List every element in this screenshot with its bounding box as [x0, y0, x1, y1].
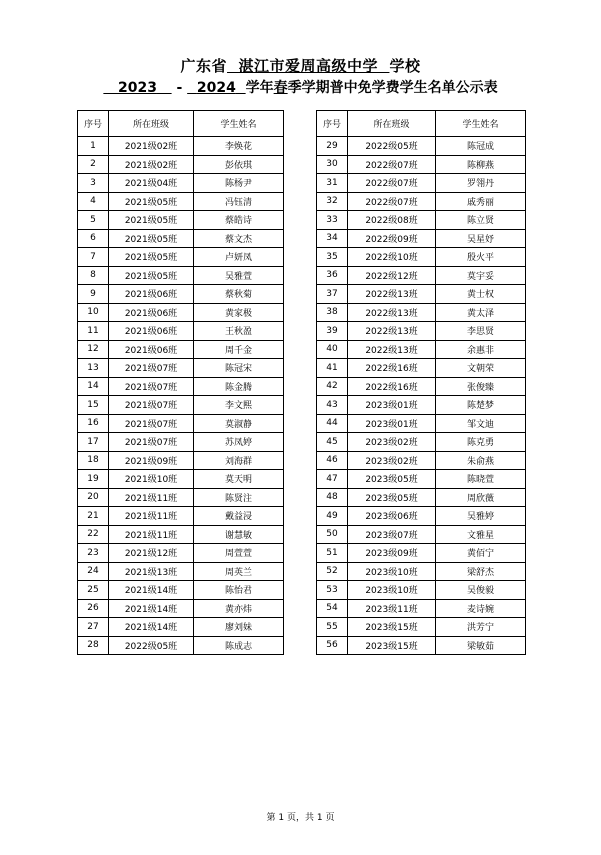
row-class: 2023级15班	[348, 618, 436, 637]
table-row	[317, 488, 526, 507]
row-class: 2021级11班	[109, 525, 194, 544]
table-header-row	[78, 111, 284, 137]
row-seq: 10	[78, 303, 109, 322]
row-seq: 37	[317, 285, 348, 304]
row-class: 2022级13班	[348, 340, 436, 359]
row-class: 2021级11班	[109, 507, 194, 526]
row-seq: 19	[78, 470, 109, 489]
row-student-name: 周欣薇	[436, 488, 526, 507]
row-seq: 48	[317, 488, 348, 507]
table-header-row	[317, 111, 526, 137]
row-class: 2021级06班	[109, 303, 194, 322]
header-seq: 序号	[317, 111, 348, 137]
row-class: 2023级05班	[348, 488, 436, 507]
row-class: 2023级06班	[348, 507, 436, 526]
table-row	[78, 488, 284, 507]
row-student-name: 戚秀丽	[436, 192, 526, 211]
table-row	[317, 340, 526, 359]
row-seq: 18	[78, 451, 109, 470]
row-seq: 51	[317, 544, 348, 563]
table-row	[317, 211, 526, 230]
row-class: 2021级07班	[109, 433, 194, 452]
table-row	[317, 174, 526, 193]
row-seq: 17	[78, 433, 109, 452]
row-class: 2021级07班	[109, 359, 194, 378]
row-student-name: 刘海群	[194, 451, 284, 470]
row-seq: 8	[78, 266, 109, 285]
row-class: 2022级13班	[348, 322, 436, 341]
row-seq: 46	[317, 451, 348, 470]
row-student-name: 蔡皓诗	[194, 211, 284, 230]
title-rest: 季学期普中免学费学生名单公示表	[287, 80, 498, 96]
row-student-name: 吴星妤	[436, 229, 526, 248]
row-seq: 22	[78, 525, 109, 544]
table-row	[317, 192, 526, 211]
student-table-left	[77, 110, 284, 655]
row-student-name: 麦诗婉	[436, 599, 526, 618]
row-class: 2022级13班	[348, 285, 436, 304]
row-student-name: 梁敏茹	[436, 636, 526, 655]
title-year-start-underlined	[103, 80, 171, 96]
table-row	[317, 266, 526, 285]
row-class: 2022级16班	[348, 359, 436, 378]
table-row	[78, 525, 284, 544]
row-class: 2022级13班	[348, 303, 436, 322]
table-row	[78, 137, 284, 156]
row-student-name: 黄士权	[436, 285, 526, 304]
table-row	[78, 544, 284, 563]
table-row	[78, 396, 284, 415]
table-row	[317, 137, 526, 156]
table-row	[78, 229, 284, 248]
title-season: 春	[273, 80, 288, 96]
row-student-name: 梁舒杰	[436, 562, 526, 581]
row-student-name: 文雅星	[436, 525, 526, 544]
row-class: 2021级07班	[109, 377, 194, 396]
table-row	[317, 507, 526, 526]
row-seq: 23	[78, 544, 109, 563]
row-student-name: 吴俊毅	[436, 581, 526, 600]
row-class: 2021级05班	[109, 266, 194, 285]
row-seq: 25	[78, 581, 109, 600]
row-student-name: 戴益浸	[194, 507, 284, 526]
student-table-right	[316, 110, 526, 655]
row-class: 2021级05班	[109, 248, 194, 267]
row-class: 2021级06班	[109, 285, 194, 304]
table-row	[317, 414, 526, 433]
table-row	[317, 396, 526, 415]
row-seq: 54	[317, 599, 348, 618]
row-class: 2023级02班	[348, 451, 436, 470]
row-student-name: 黄家极	[194, 303, 284, 322]
row-student-name: 吴雅萱	[194, 266, 284, 285]
row-student-name: 陈怡君	[194, 581, 284, 600]
row-seq: 11	[78, 322, 109, 341]
row-student-name: 文朝荣	[436, 359, 526, 378]
row-class: 2023级07班	[348, 525, 436, 544]
row-seq: 56	[317, 636, 348, 655]
row-student-name: 黄佰宁	[436, 544, 526, 563]
table-row	[78, 155, 284, 174]
row-class: 2021级11班	[109, 488, 194, 507]
row-seq: 34	[317, 229, 348, 248]
table-row	[317, 303, 526, 322]
row-class: 2022级07班	[348, 174, 436, 193]
title-year-end: 2024	[196, 80, 236, 96]
row-seq: 52	[317, 562, 348, 581]
row-class: 2023级11班	[348, 599, 436, 618]
row-class: 2023级10班	[348, 562, 436, 581]
row-student-name: 卢妍凤	[194, 248, 284, 267]
header-class: 所在班级	[348, 111, 436, 137]
row-student-name: 吴雅婷	[436, 507, 526, 526]
row-student-name: 周千金	[194, 340, 284, 359]
row-student-name: 陈柳燕	[436, 155, 526, 174]
row-class: 2023级10班	[348, 581, 436, 600]
row-class: 2021级09班	[109, 451, 194, 470]
table-row	[78, 618, 284, 637]
row-class: 2021级12班	[109, 544, 194, 563]
row-seq: 29	[317, 137, 348, 156]
row-class: 2021级05班	[109, 229, 194, 248]
table-row	[78, 340, 284, 359]
table-row	[317, 377, 526, 396]
row-student-name: 李焕花	[194, 137, 284, 156]
row-student-name: 陈立贤	[436, 211, 526, 230]
table-row	[78, 507, 284, 526]
row-class: 2022级16班	[348, 377, 436, 396]
row-seq: 7	[78, 248, 109, 267]
table-row	[78, 470, 284, 489]
row-student-name: 张俊臻	[436, 377, 526, 396]
document-title-line2	[0, 77, 601, 97]
row-class: 2021级10班	[109, 470, 194, 489]
row-student-name: 陈冠宋	[194, 359, 284, 378]
row-seq: 28	[78, 636, 109, 655]
header-seq: 序号	[78, 111, 109, 137]
row-class: 2021级04班	[109, 174, 194, 193]
table-row	[317, 581, 526, 600]
row-student-name: 冯钰清	[194, 192, 284, 211]
title-province: 广东省	[180, 57, 228, 75]
row-student-name: 殷火平	[436, 248, 526, 267]
row-student-name: 谢慧敏	[194, 525, 284, 544]
table-row	[78, 266, 284, 285]
row-student-name: 李文熙	[194, 396, 284, 415]
row-seq: 32	[317, 192, 348, 211]
row-class: 2023级05班	[348, 470, 436, 489]
table-row	[78, 303, 284, 322]
row-seq: 33	[317, 211, 348, 230]
row-class: 2021级06班	[109, 340, 194, 359]
header-name: 学生姓名	[194, 111, 284, 137]
table-row	[317, 359, 526, 378]
row-student-name: 李思贤	[436, 322, 526, 341]
row-seq: 38	[317, 303, 348, 322]
row-class: 2023级01班	[348, 414, 436, 433]
table-row	[78, 451, 284, 470]
row-class: 2021级05班	[109, 192, 194, 211]
title-school: 湛江市爱周高级中学	[238, 57, 378, 75]
row-seq: 44	[317, 414, 348, 433]
row-student-name: 蔡文杰	[194, 229, 284, 248]
row-class: 2022级10班	[348, 248, 436, 267]
header-name: 学生姓名	[436, 111, 526, 137]
table-row	[317, 544, 526, 563]
row-student-name: 余惠非	[436, 340, 526, 359]
table-row	[78, 285, 284, 304]
row-student-name: 莫天明	[194, 470, 284, 489]
table-row	[317, 433, 526, 452]
row-seq: 21	[78, 507, 109, 526]
table-row	[317, 229, 526, 248]
row-student-name: 黄太泽	[436, 303, 526, 322]
row-seq: 39	[317, 322, 348, 341]
row-seq: 45	[317, 433, 348, 452]
row-seq: 40	[317, 340, 348, 359]
title-year-word: 学年	[245, 80, 274, 96]
page-footer: 第 1 页，共 1 页	[266, 813, 335, 823]
row-seq: 36	[317, 266, 348, 285]
title-dash: -	[176, 80, 183, 96]
table-row	[317, 451, 526, 470]
row-seq: 24	[78, 562, 109, 581]
row-seq: 1	[78, 137, 109, 156]
row-student-name: 陈贤注	[194, 488, 284, 507]
row-seq: 26	[78, 599, 109, 618]
row-seq: 31	[317, 174, 348, 193]
document-title-line1	[0, 55, 601, 76]
row-class: 2021级14班	[109, 618, 194, 637]
row-class: 2021级14班	[109, 599, 194, 618]
row-class: 2022级07班	[348, 192, 436, 211]
row-seq: 12	[78, 340, 109, 359]
title-year-end-underlined	[187, 80, 245, 96]
row-student-name: 王秋盈	[194, 322, 284, 341]
row-class: 2022级08班	[348, 211, 436, 230]
row-seq: 6	[78, 229, 109, 248]
row-seq: 42	[317, 377, 348, 396]
row-student-name: 陈晓萱	[436, 470, 526, 489]
row-student-name: 莫淑静	[194, 414, 284, 433]
row-seq: 4	[78, 192, 109, 211]
table-row	[317, 248, 526, 267]
row-seq: 2	[78, 155, 109, 174]
row-class: 2021级14班	[109, 581, 194, 600]
row-seq: 14	[78, 377, 109, 396]
row-student-name: 罗翎丹	[436, 174, 526, 193]
row-student-name: 陈成志	[194, 636, 284, 655]
row-seq: 55	[317, 618, 348, 637]
row-student-name: 莫宇妥	[436, 266, 526, 285]
row-seq: 15	[78, 396, 109, 415]
row-class: 2023级09班	[348, 544, 436, 563]
table-row	[317, 636, 526, 655]
row-seq: 5	[78, 211, 109, 230]
table-row	[317, 618, 526, 637]
table-row	[317, 470, 526, 489]
row-class: 2022级09班	[348, 229, 436, 248]
table-row	[78, 636, 284, 655]
table-row	[317, 525, 526, 544]
row-seq: 35	[317, 248, 348, 267]
table-row	[78, 599, 284, 618]
table-row	[317, 285, 526, 304]
row-student-name: 苏凤婷	[194, 433, 284, 452]
row-student-name: 黄亦炜	[194, 599, 284, 618]
row-student-name: 朱俞燕	[436, 451, 526, 470]
row-student-name: 彭依琪	[194, 155, 284, 174]
row-class: 2021级05班	[109, 211, 194, 230]
table-row	[78, 322, 284, 341]
row-seq: 13	[78, 359, 109, 378]
row-student-name: 陈冠成	[436, 137, 526, 156]
row-seq: 30	[317, 155, 348, 174]
row-student-name: 洪芳宁	[436, 618, 526, 637]
row-seq: 9	[78, 285, 109, 304]
row-student-name: 周萱萱	[194, 544, 284, 563]
row-student-name: 陈金腾	[194, 377, 284, 396]
row-seq: 53	[317, 581, 348, 600]
row-class: 2021级07班	[109, 414, 194, 433]
row-student-name: 蔡秋菊	[194, 285, 284, 304]
row-class: 2022级07班	[348, 155, 436, 174]
table-row	[78, 581, 284, 600]
table-row	[78, 377, 284, 396]
row-class: 2022级05班	[109, 636, 194, 655]
row-student-name: 周英兰	[194, 562, 284, 581]
table-row	[317, 155, 526, 174]
table-row	[78, 562, 284, 581]
title-season-underlined	[274, 80, 288, 96]
row-class: 2023级01班	[348, 396, 436, 415]
row-seq: 50	[317, 525, 348, 544]
row-seq: 47	[317, 470, 348, 489]
row-seq: 27	[78, 618, 109, 637]
table-row	[78, 174, 284, 193]
table-row	[78, 414, 284, 433]
title-year-start: 2023	[118, 80, 157, 96]
row-class: 2023级15班	[348, 636, 436, 655]
header-class: 所在班级	[109, 111, 194, 137]
row-class: 2022级12班	[348, 266, 436, 285]
row-student-name: 陈克勇	[436, 433, 526, 452]
table-row	[317, 322, 526, 341]
table-row	[78, 248, 284, 267]
row-seq: 20	[78, 488, 109, 507]
row-class: 2021级02班	[109, 155, 194, 174]
row-seq: 3	[78, 174, 109, 193]
row-student-name: 陈杨尹	[194, 174, 284, 193]
row-class: 2021级07班	[109, 396, 194, 415]
row-class: 2021级06班	[109, 322, 194, 341]
table-row	[317, 562, 526, 581]
row-seq: 16	[78, 414, 109, 433]
table-row	[78, 192, 284, 211]
row-class: 2023级02班	[348, 433, 436, 452]
row-student-name: 邹文迪	[436, 414, 526, 433]
table-row	[78, 211, 284, 230]
row-class: 2021级13班	[109, 562, 194, 581]
row-class: 2022级05班	[348, 137, 436, 156]
title-school-underlined	[227, 57, 389, 75]
table-row	[78, 359, 284, 378]
table-row	[317, 599, 526, 618]
title-suffix: 学校	[389, 57, 421, 75]
row-seq: 41	[317, 359, 348, 378]
table-row	[78, 433, 284, 452]
row-seq: 49	[317, 507, 348, 526]
row-seq: 43	[317, 396, 348, 415]
row-student-name: 陈楚梦	[436, 396, 526, 415]
row-student-name: 廖刘妹	[194, 618, 284, 637]
row-class: 2021级02班	[109, 137, 194, 156]
